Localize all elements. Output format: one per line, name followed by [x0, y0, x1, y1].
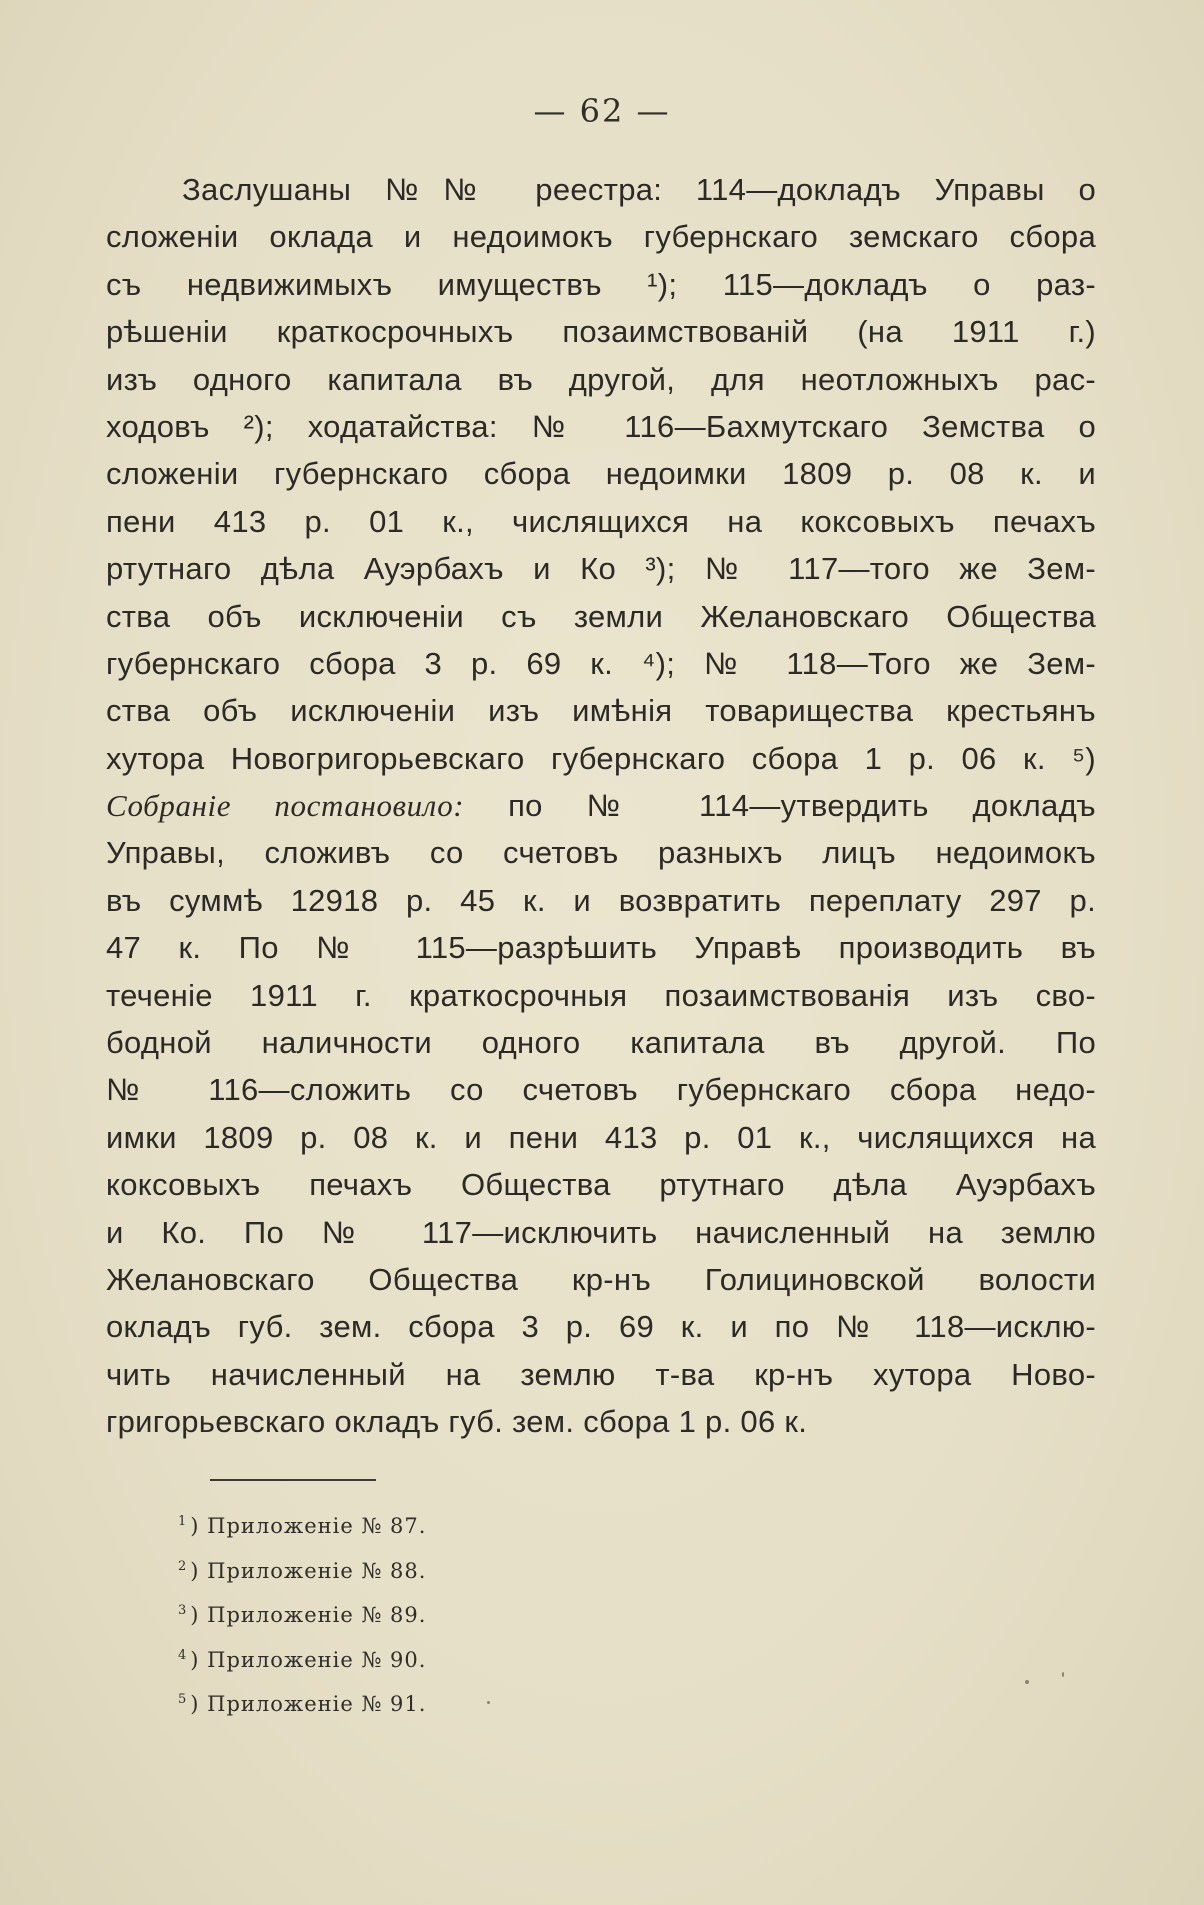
footnote-text: ) Приложенiе № 91.: [190, 1692, 427, 1716]
text-line: ства объ исключенiи съ земли Желановскаго Общества: [106, 598, 1096, 634]
text-line: хутора Новогригорьевскаго губернскаго сбора 1 р. 06 к. ⁵): [106, 740, 1096, 776]
text-line: 47 к. По № 115—разрѣшить Управѣ производить въ: [106, 930, 1096, 966]
text-line: чить начисленный на землю т-ва кр-нъ хутора Ново-: [106, 1356, 1096, 1392]
text-line: изъ одного капитала въ другой, для неотложныхъ рас-: [106, 361, 1096, 397]
footnote-mark: 3: [178, 1603, 188, 1618]
resolution-heading: Собранiе постановило:: [106, 788, 465, 824]
text-line: коксовыхъ печахъ Общества ртутнаго дѣла Ауэрбахъ: [106, 1167, 1096, 1203]
text-line: въ суммѣ 12918 р. 45 к. и возвратить переплату 297 р.: [106, 882, 1096, 918]
footnote-mark: 1: [178, 1514, 188, 1529]
footnotes: [178, 1500, 778, 1723]
paper-speck: [1062, 1672, 1064, 1677]
footnote-mark: 5: [178, 1692, 188, 1707]
resolution-start: по № 114—утвердить докладъ: [464, 788, 1096, 824]
text-line: пени 413 р. 01 к., числящихся на коксовыхъ печахъ: [106, 503, 1096, 539]
text-line: съ недвижимыхъ имуществъ ¹); 115—докладъ о раз-: [106, 266, 1096, 302]
text-line: бодной наличности одного капитала въ другой. По: [106, 1025, 1096, 1061]
text-line: сложенiи губернскаго сбора недоимки 1809 р. 08 к. и: [106, 456, 1096, 492]
paper-speck: [487, 1701, 490, 1704]
text-line: губернскаго сбора 3 р. 69 к. ⁴); № 118—Того же Зем-: [106, 645, 1096, 681]
text-line: рѣшенiи краткосрочныхъ позаимствованiй (на 1911 г.): [106, 314, 1096, 350]
body-text: [106, 166, 1096, 1446]
text-line: и Ко. По № 117—исключить начисленный на землю: [106, 1214, 1096, 1250]
page-number: — 62 —: [533, 92, 671, 130]
resolution-line: [106, 782, 1096, 829]
paper-speck: [1025, 1680, 1029, 1684]
text-line: ходовъ ²); ходатайства: № 116—Бахмутскаго Земства о: [106, 408, 1096, 444]
text-line: теченiе 1911 г. краткосрочныя позаимствованiя изъ сво-: [106, 977, 1096, 1013]
footnote-mark: 4: [178, 1647, 188, 1663]
text-line: окладъ губ. зем. сбора 3 р. 69 к. и по № 118—исклю-: [106, 1309, 1096, 1345]
text-line: ства объ исключенiи изъ имѣнiя товарищества крестьянъ: [106, 693, 1096, 729]
text-line: сложенiи оклада и недоимокъ губернскаго земскаго сбора: [106, 219, 1096, 255]
text-line: № 116—сложить со счетовъ губернскаго сбора недо-: [106, 1072, 1096, 1108]
footnote: [178, 1545, 778, 1590]
text-line: Заслушаны №№ реестра: 114—докладъ Управы о: [182, 172, 1096, 207]
text-line: Управы, сложивъ со счетовъ разныхъ лицъ недоимокъ: [106, 835, 1096, 871]
footnote: [178, 1589, 778, 1634]
footnote-text: ) Приложенiе № 88.: [190, 1558, 427, 1583]
footnote: [178, 1634, 778, 1679]
text-line: григорьевскаго окладъ губ. зем. сбора 1 р. 06 к.: [106, 1404, 808, 1440]
text-line: ртутнаго дѣла Ауэрбахъ и Ко ³); № 117—того же Зем-: [106, 551, 1096, 587]
footnote: [178, 1678, 778, 1723]
footnote-text: ) Приложенiе № 89.: [190, 1603, 427, 1627]
footnote-text: ) Приложенiе № 90.: [190, 1647, 427, 1672]
footnote-text: ) Приложенiе № 87.: [190, 1514, 427, 1538]
footnote: [178, 1500, 778, 1545]
footnote-divider: [210, 1479, 376, 1481]
text-line: имки 1809 р. 08 к. и пени 413 р. 01 к., числящихся на: [106, 1119, 1096, 1155]
footnote-mark: 2: [178, 1558, 188, 1574]
text-line: Желановскаго Общества кр-нъ Голициновской волости: [106, 1261, 1096, 1297]
